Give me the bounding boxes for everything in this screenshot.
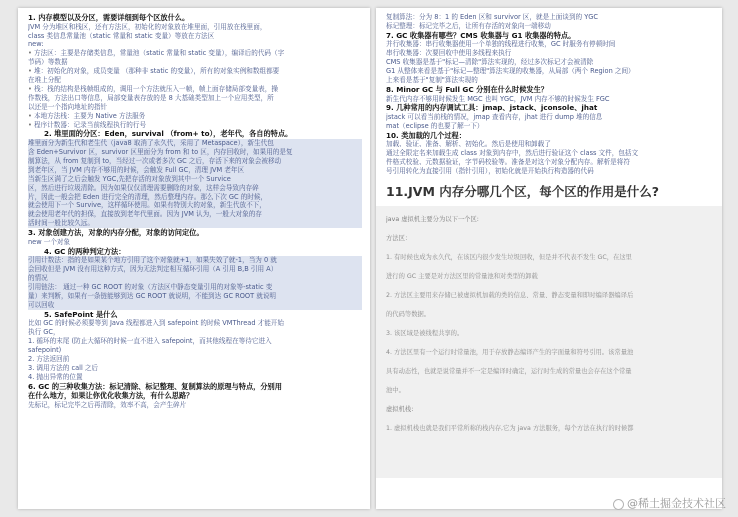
block-label: 虚拟机栈: [386, 406, 414, 414]
highlighted-line: 引用计数法：指的是如果某个地方引用了这个对象就+1，如果失效了就-1，当为 0 就 [28, 256, 362, 265]
block-line: 1. 有时候也成为永久代，在该区内很少发生垃圾回收，但是并不代表不发生 GC，在这里 [386, 254, 632, 262]
question-heading: 7. GC 收集器有哪些？CMS 收集器与 G1 收集器的特点。 [386, 30, 576, 40]
body-line: new: [28, 40, 44, 49]
body-line: 上来看是基于"复制"算法实现的 [386, 76, 478, 85]
block-line: 进行的 GC 主要是对方法区里的常量池和对类型的卸载 [386, 273, 538, 281]
left-page-text [18, 8, 370, 410]
body-line: 复制算法：分为 8：1 的 Eden 区和 survivor 区，就是上面谈到的 YGC [386, 13, 598, 21]
highlighted-line: 可以回收 [28, 301, 362, 310]
question-heading: 9. 几种常用的内存调试工具：jmap、jstack、jconsole、jhat [386, 103, 598, 113]
body-line: 号引用转化为直接引用（指针引用），初始化就是开始执行构造器的代码 [386, 167, 594, 176]
block-line: 具有动态性，也就是说常量并不一定是编译时确定，运行时生成的常量也会存在这个常量 [386, 368, 632, 376]
right-page-text [386, 13, 714, 176]
block-line: 1. 虚拟机栈也就是我们平常所称的栈内存,它为 java 方法服务，每个方法在执行的时候都 [386, 425, 634, 433]
question-heading: 5. SafePoint 是什么 [44, 309, 118, 319]
body-line: 先标记，标记完毕之后再清除，效率不高，会产生碎片 [28, 400, 187, 409]
block-line: 2. 方法区主要用来存储已被虚拟机加载的类的信息、常量、静态变量和即时编译器编译后 [386, 292, 634, 300]
question-heading: 3. 对象创建方法，对象的内存分配，对象的访问定位。 [28, 228, 204, 238]
section-heading: 11.JVM 内存分哪几个区，每个区的作用是什么? [386, 184, 660, 200]
highlighted-line: 片，因此一般会把 Eden 进行完全的清理，然后整理内存。那么下次 GC 的时候， [28, 193, 362, 202]
left-document-page [18, 8, 370, 509]
body-line: 1. 循环的末尾 (防止大循环的时候一直不进入 safepoint，而其他线程在等待它进入 [28, 337, 272, 346]
highlighted-line: 活时间一般比较久远。 [28, 219, 362, 228]
body-line: 串行收集器：次要回收中使用多线程来执行 [386, 49, 512, 58]
bullet-line: • 程序计数器：记录当前线程执行的行号 [28, 121, 362, 130]
highlighted-line: 的情况 [28, 274, 362, 283]
highlighted-line: 含 Eden+Survivor 区，survivor 区里面分为 from 和 to 区，内存回收时，如果用的是复 [28, 148, 362, 157]
body-line: 通过全限定名来加载生成 class 对象到内存中，然后进行验证这个 class 文件，包括文 [386, 149, 639, 158]
body-line: 件格式校验、元数据验证，字节码校验等。准备是对这个对象分配内存。解析是将符 [386, 158, 630, 167]
body-line: 新生代内存不够用时候发生 MGC 也叫 YGC，JVM 内存不够的时候发生 FGC [386, 94, 610, 103]
body-line: 4. 抛出异常的位置 [28, 372, 83, 381]
body-line: 并行收集器：串行收集器使用一个单独的线程进行收集，GC 时服务有停顿时间 [386, 40, 616, 49]
question-heading: 10. 类加载的几个过程： [386, 130, 466, 140]
right-document-page [376, 8, 722, 509]
body-line: 执行 GC， [28, 328, 60, 337]
block-line: 池中。 [386, 387, 405, 395]
bullet-line: • 本地方法栈：主要为 Native 方法服务 [28, 112, 362, 121]
highlighted-line: 到老年区，当 JVM 内存不够用的时候，会触发 Full GC，清理 JVM 老年区 [28, 166, 362, 175]
question-heading: 6. GC 的三种收集方法：标记清除、标记整理、复制算法的原理与特点，分别用 [28, 381, 282, 391]
body-line: G1 从整体来看是基于"标记—整理"算法实现的收集器，从局部（两个 Region 之间） [386, 67, 635, 76]
watermark-text: @稀土掘金技术社区 [627, 497, 726, 510]
question-heading: 4. GC 的两种判定方法： [44, 246, 126, 256]
body-line: mat（eclipse 的也要了解一下） [386, 121, 484, 130]
block-line: 4. 方法区里有一个运行时常量池，用于存放静态编译产生的字面量和符号引用。该常量池 [386, 349, 634, 357]
highlighted-line: 就会使用老年代的担保，直接放到老年代里面。因为 JVM 认为，一般大对象的存 [28, 210, 362, 219]
highlighted-line: 引用链法： 通过一种 GC ROOT 的对象（方法区中静态变量引用的对象等-static 变 [28, 283, 362, 292]
body-line: 标记整理：标记完毕之后，让所有存活的对象向一端移动 [386, 21, 551, 30]
highlighted-line: 区，然后进行垃圾清除。因为如果仅仅清理需要删除的对象，这样会导致内存碎 [28, 184, 362, 193]
block-line: 的代码等数据。 [386, 311, 431, 319]
body-line: 以还是一个指向地址的指针 [28, 102, 108, 111]
block-line: 3. 该区域是被线程共享的。 [386, 330, 464, 338]
body-line: 3. 调用方法的 call 之后 [28, 363, 99, 372]
highlighted-line: 量）来判断，如果有一条链能够到达 GC ROOT 就说明，不能到达 GC ROOT 就说明 [28, 292, 362, 301]
body-line: safepoint) [28, 345, 62, 354]
body-line: CMS 收集器是基于"标记—清除"算法实现的，经过多次标记才会被清除 [386, 58, 594, 67]
body-line: jstack 可以看当前栈的情况，jmap 查看内存，jhat 进行 dump 堆的信息 [386, 113, 603, 122]
body-line: JVM 分为堆区和栈区，还有方法区，初始化的对象放在堆里面，引用放在栈里面， [28, 22, 267, 31]
highlighted-line: 就会使用下一个 Survive，这样循环使用。如果有特别大的对象，新生代放不下， [28, 201, 362, 210]
bullet-line: • 栈：栈的结构是栈帧组成的，调用一个方法就压入一帧，帧上面存储局部变量表，操 [28, 85, 362, 94]
body-line: class 类信息常量池（static 常量和 static 变量）等放在方法区 [28, 31, 215, 40]
block-label: java 虚拟机主要分为以下一个区: [386, 216, 479, 224]
highlighted-line: 制算法，从 from 复制到 to，当经过一次或者多次 GC 之后，存活下来的对象会被移动 [28, 157, 362, 166]
body-line: 在堆上分配 [28, 76, 61, 85]
bullet-line: • 堆：初始化的对象，成员变量 （那种非 static 的变量），所有的对象实例和数组都要 [28, 67, 362, 76]
highlighted-line: 堆里面分为新生代和老生代（java8 取消了永久代，采用了 Metaspace），新生代包 [28, 139, 362, 148]
block-label: 方法区： [386, 235, 412, 243]
question-heading: 8. Minor GC 与 Full GC 分别在什么时候发生？ [386, 84, 548, 94]
highlighted-line: 当新生区满了之后会触发 YGC,先把存活的对象放到其中一个 Survice [28, 175, 362, 184]
eye-icon [613, 499, 624, 510]
body-line: 比如 GC 的时候必须要等到 Java 线程都进入到 safepoint 的时候 VMThread 才能开始 [28, 319, 284, 328]
bullet-line: • 方法区：主要是存储类信息，常量池（static 常量和 static 变量），编译后的代码（字 [28, 49, 362, 58]
quoted-answer-block [376, 206, 722, 478]
body-line: 加载、验证、准备、解析、初始化。然后是使用和卸载了 [386, 140, 551, 149]
question-heading: 2. 堆里面的分区：Eden，survival （from+ to），老年代，各自的特点。 [44, 129, 293, 139]
watermark [613, 495, 726, 511]
highlighted-line: 会回收但是 JVM 没有用这种方式，因为无法判定相互循环引用（A 引用 B,B 引用 A） [28, 265, 362, 274]
body-line: 2. 方法返回前 [28, 354, 70, 363]
body-line: new 一个对象 [28, 237, 71, 246]
question-heading: 1. 内存模型以及分区，需要详细到每个区放什么。 [28, 13, 190, 22]
body-line: 作数栈，方法出口等信息，局部变量表存放的是 8 大基础类型加上一个应用类型，所 [28, 93, 274, 102]
body-line: 节码）等数据 [28, 58, 68, 67]
question-heading: 在什么地方，如果让你优化收集方法，有什么思路？ [28, 391, 194, 401]
